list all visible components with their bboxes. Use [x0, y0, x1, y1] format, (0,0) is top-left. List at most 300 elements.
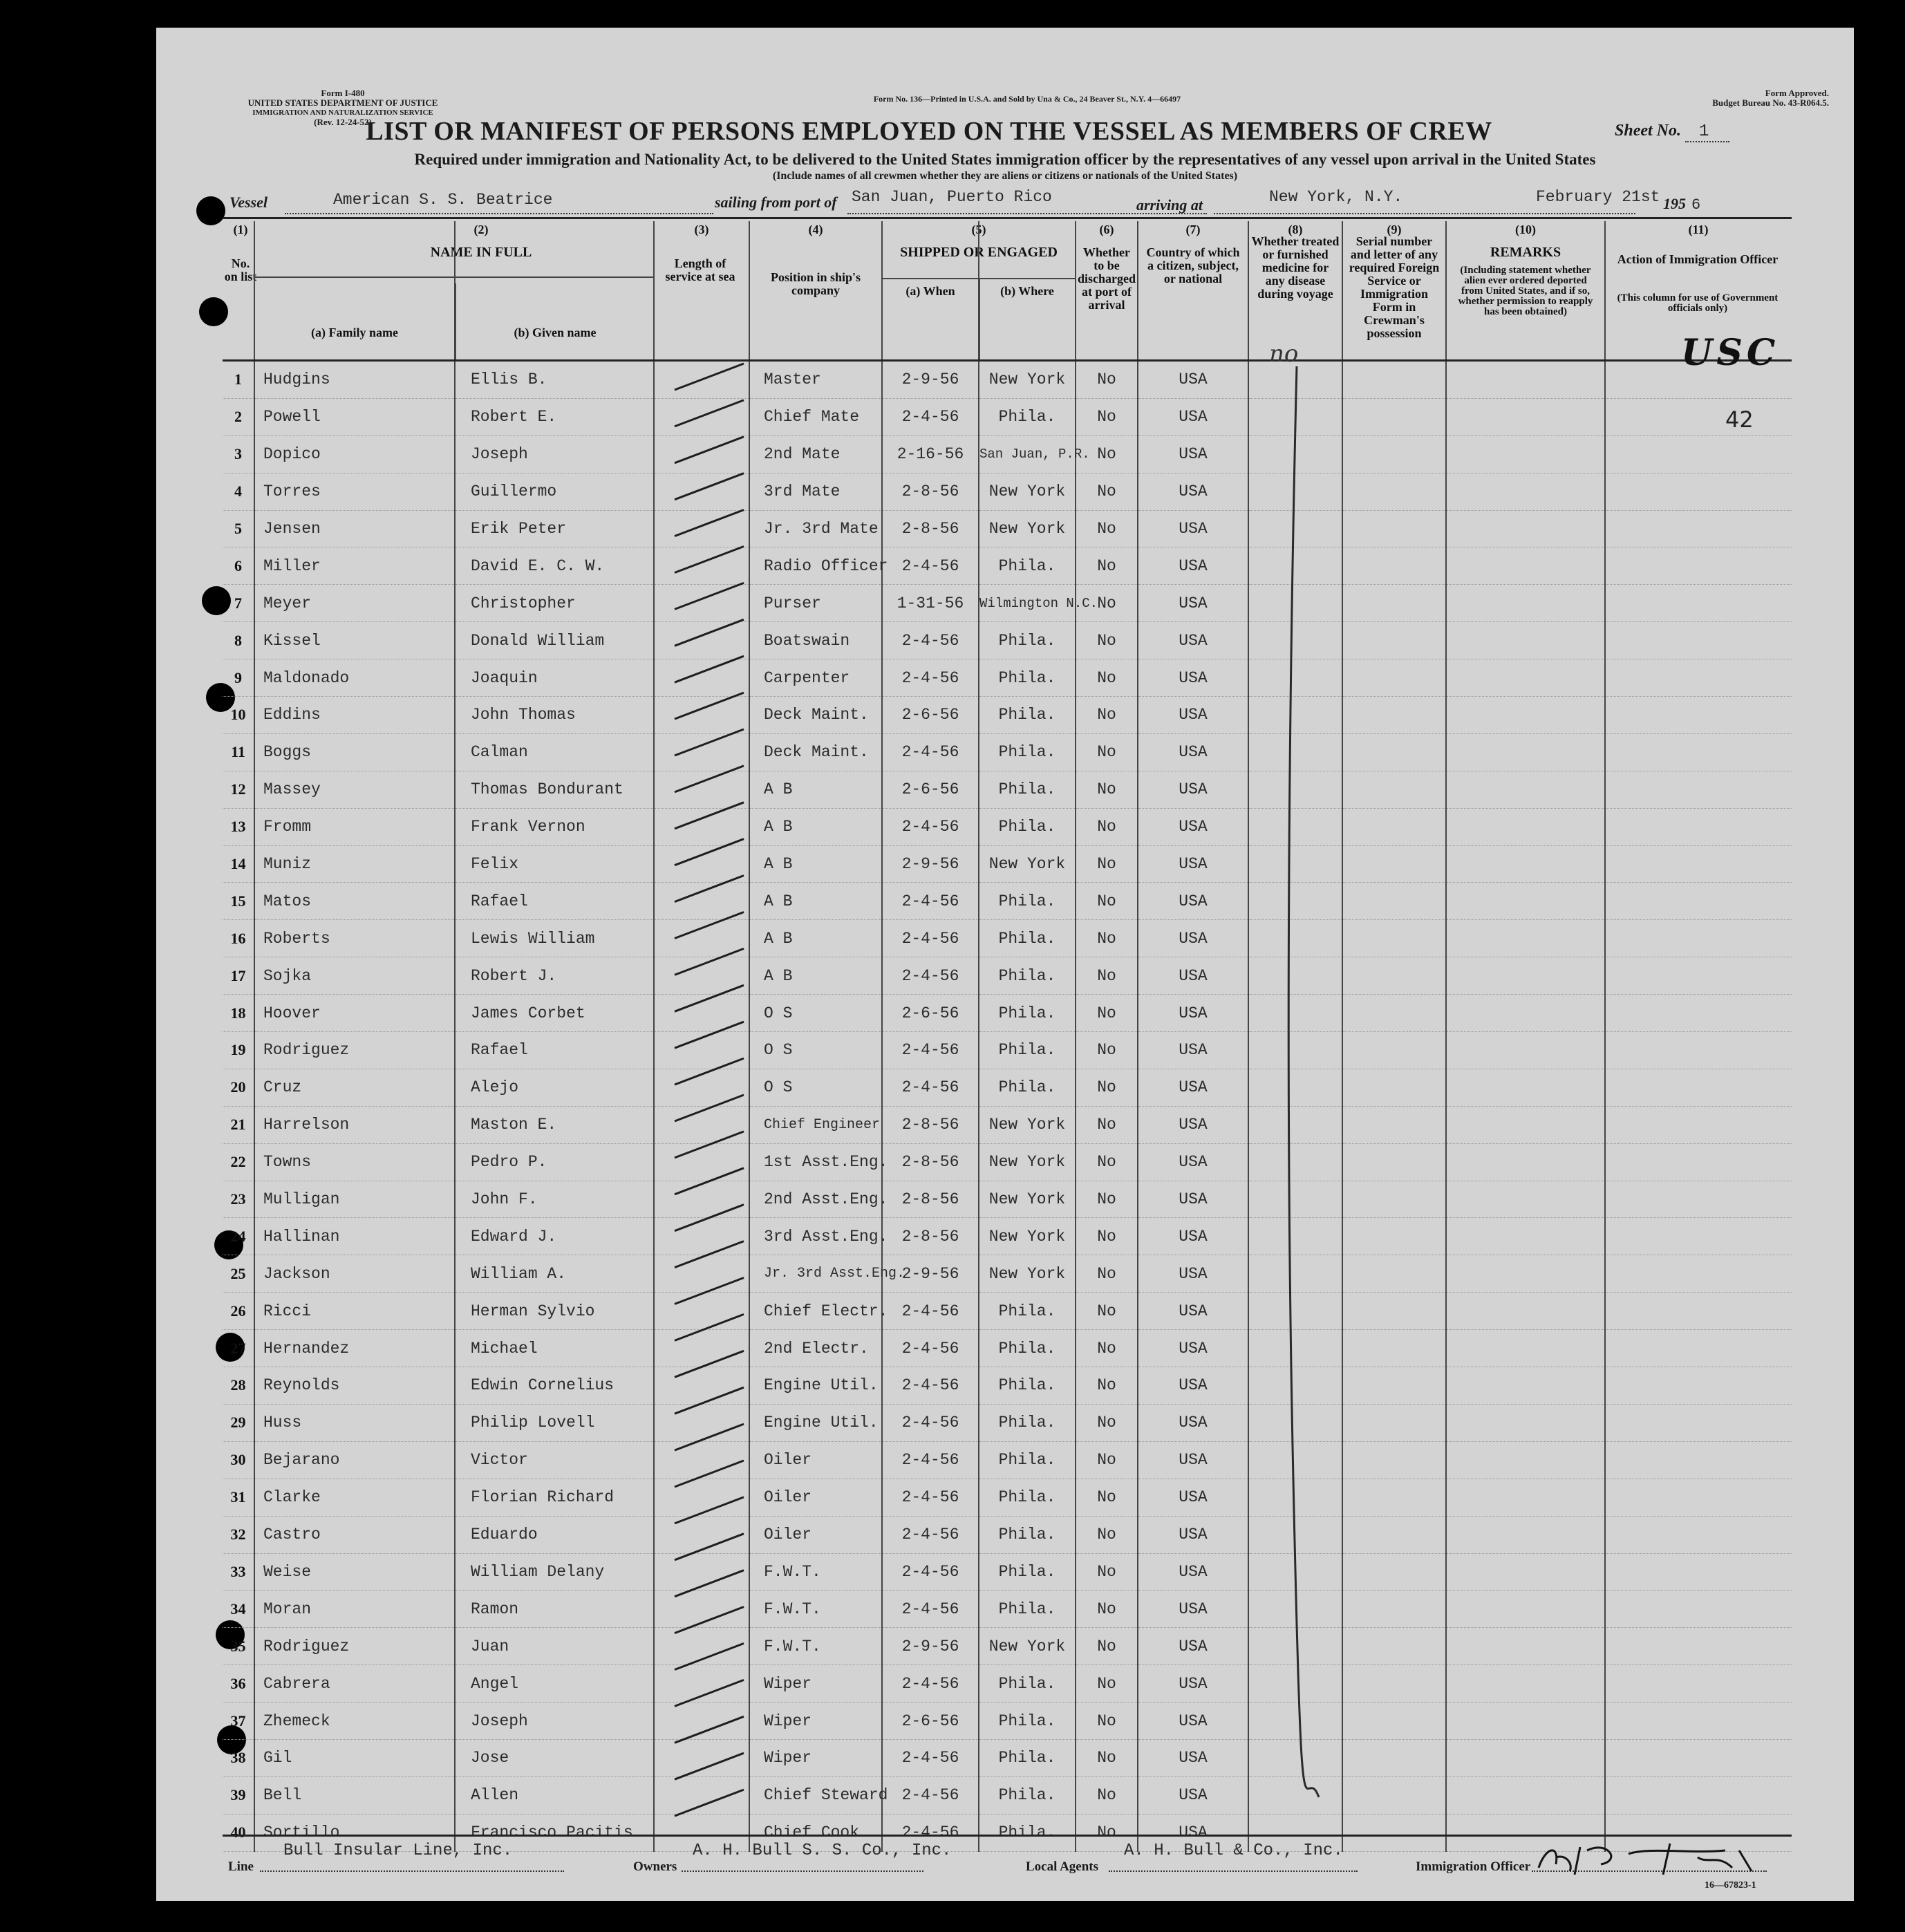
- given-name: Pedro P.: [455, 1143, 654, 1181]
- country: USA: [1138, 510, 1248, 547]
- country: USA: [1138, 920, 1248, 957]
- service-stroke: [675, 912, 744, 939]
- given-name: James Corbet: [455, 995, 654, 1032]
- country: USA: [1138, 1181, 1248, 1218]
- shipped-where: Phila.: [979, 697, 1076, 734]
- family-name: Hudgins: [254, 361, 455, 399]
- discharged: No: [1076, 659, 1138, 697]
- shipped-where: New York: [979, 1181, 1076, 1218]
- family-name: Moran: [254, 1591, 455, 1628]
- family-name: Dopico: [254, 435, 455, 473]
- form-approved: Form Approved.: [1765, 88, 1829, 98]
- shipped-where: Phila.: [979, 771, 1076, 808]
- discharged: No: [1076, 473, 1138, 510]
- service-stroke: [675, 1716, 744, 1743]
- crew-number: 40: [223, 1814, 254, 1851]
- position: 1st Asst.Eng.: [749, 1143, 882, 1181]
- family-name: Roberts: [254, 920, 455, 957]
- family-name: Massey: [254, 771, 455, 808]
- service-stroke: [675, 510, 744, 536]
- shipped-where: Phila.: [979, 1069, 1076, 1106]
- shipped-when: 2-8-56: [882, 1143, 979, 1181]
- discharged: No: [1076, 771, 1138, 808]
- given-name: Lewis William: [455, 920, 654, 957]
- family-name: Ricci: [254, 1293, 455, 1330]
- shipped-when: 2-4-56: [882, 1516, 979, 1553]
- country: USA: [1138, 845, 1248, 883]
- country: USA: [1138, 659, 1248, 697]
- manifest-sheet: [156, 28, 1854, 1901]
- position: Chief Mate: [749, 398, 882, 435]
- position: Deck Maint.: [749, 733, 882, 771]
- shipped-where: Phila.: [979, 995, 1076, 1032]
- shipped-where: Phila.: [979, 1516, 1076, 1553]
- crew-number: 38: [223, 1739, 254, 1776]
- country: USA: [1138, 1553, 1248, 1591]
- country: USA: [1138, 883, 1248, 920]
- service-stroke: [675, 1753, 744, 1779]
- country: USA: [1138, 733, 1248, 771]
- position: O S: [749, 995, 882, 1032]
- position: A B: [749, 957, 882, 995]
- agency-service: IMMIGRATION AND NATURALIZATION SERVICE: [252, 109, 433, 117]
- crew-number: 29: [223, 1404, 254, 1441]
- shipped-when: 2-4-56: [882, 1441, 979, 1479]
- medicine-no-mark: no: [1269, 340, 1299, 368]
- family-name: Zhemeck: [254, 1703, 455, 1740]
- service-stroke: [675, 1680, 744, 1706]
- given-name: Ellis B.: [455, 361, 654, 399]
- vessel-label: Vessel: [229, 194, 268, 211]
- shipped-where: Phila.: [979, 808, 1076, 845]
- country: USA: [1138, 1665, 1248, 1703]
- family-name: Jensen: [254, 510, 455, 547]
- crew-number: 16: [223, 920, 254, 957]
- budget-bureau: Budget Bureau No. 43-R064.5.: [1712, 97, 1829, 108]
- service-stroke: [675, 1644, 744, 1670]
- family-name: Castro: [254, 1516, 455, 1553]
- family-name: Torres: [254, 473, 455, 510]
- given-name: Eduardo: [455, 1516, 654, 1553]
- crew-number: 31: [223, 1479, 254, 1516]
- given-name: Calman: [455, 733, 654, 771]
- document-title: LIST OR MANIFEST OF PERSONS EMPLOYED ON THE VESSEL AS MEMBERS OF CREW: [366, 117, 1492, 146]
- discharged: No: [1076, 1218, 1138, 1255]
- position: Chief Engineer: [749, 1106, 882, 1143]
- position: Wiper: [749, 1665, 882, 1703]
- position: A B: [749, 920, 882, 957]
- given-name: Frank Vernon: [455, 808, 654, 845]
- family-name: Kissel: [254, 622, 455, 659]
- family-name: Weise: [254, 1553, 455, 1591]
- shipped-when: 2-4-56: [882, 1553, 979, 1591]
- discharged: No: [1076, 1665, 1138, 1703]
- service-stroke: [675, 948, 744, 975]
- shipped-where: Phila.: [979, 920, 1076, 957]
- family-name: Maldonado: [254, 659, 455, 697]
- position: A B: [749, 883, 882, 920]
- crew-number: 2: [223, 398, 254, 435]
- given-name: Angel: [455, 1665, 654, 1703]
- family-name: Cruz: [254, 1069, 455, 1106]
- discharged: No: [1076, 1255, 1138, 1293]
- citizen-stamp: USC: [1681, 332, 1780, 374]
- country: USA: [1138, 1441, 1248, 1479]
- family-name: Hallinan: [254, 1218, 455, 1255]
- shipped-when: 2-4-56: [882, 1479, 979, 1516]
- shipped-when: 2-4-56: [882, 733, 979, 771]
- shipped-when: 2-6-56: [882, 995, 979, 1032]
- position: Oiler: [749, 1516, 882, 1553]
- service-stroke: [675, 547, 744, 573]
- discharged: No: [1076, 1739, 1138, 1776]
- family-name: Muniz: [254, 845, 455, 883]
- shipped-where: New York: [979, 361, 1076, 399]
- crew-number: 36: [223, 1665, 254, 1703]
- discharged: No: [1076, 435, 1138, 473]
- country: USA: [1138, 1106, 1248, 1143]
- crew-count: 42: [1725, 406, 1754, 433]
- position: Engine Util.: [749, 1367, 882, 1405]
- col-no-on-list: No. on list: [224, 256, 257, 283]
- country: USA: [1138, 1330, 1248, 1367]
- col-family-name: (a) Family name: [311, 326, 398, 339]
- service-stroke: [675, 1497, 744, 1523]
- discharged: No: [1076, 1441, 1138, 1479]
- service-stroke: [675, 583, 744, 609]
- shipped-when: 2-4-56: [882, 1404, 979, 1441]
- family-name: Gil: [254, 1739, 455, 1776]
- arriving-label: arriving at: [1136, 196, 1203, 214]
- family-name: Powell: [254, 398, 455, 435]
- printer-line: Form No. 136—Printed in U.S.A. and Sold by Una & Co., 24 Beaver St., N.Y. 4—66497: [873, 94, 1181, 104]
- country: USA: [1138, 435, 1248, 473]
- shipped-when: 1-31-56: [882, 585, 979, 622]
- col-name-in-full: NAME IN FULL: [430, 245, 532, 260]
- country: USA: [1138, 1776, 1248, 1814]
- country: USA: [1138, 808, 1248, 845]
- shipped-when: 2-9-56: [882, 845, 979, 883]
- shipped-when: 2-4-56: [882, 622, 979, 659]
- country: USA: [1138, 1069, 1248, 1106]
- shipped-where: Wilmington N.C.: [979, 585, 1076, 622]
- service-stroke: [675, 1205, 744, 1231]
- given-name: Erik Peter: [455, 510, 654, 547]
- given-name: Alejo: [455, 1069, 654, 1106]
- crew-number: 21: [223, 1106, 254, 1143]
- shipped-when: 2-6-56: [882, 771, 979, 808]
- col-position: Position in ship's company: [770, 270, 861, 297]
- service-stroke: [675, 1168, 744, 1194]
- shipped-when: 2-9-56: [882, 361, 979, 399]
- given-name: Victor: [455, 1441, 654, 1479]
- position: F.W.T.: [749, 1553, 882, 1591]
- crew-number: 34: [223, 1591, 254, 1628]
- given-name: Ramon: [455, 1591, 654, 1628]
- service-stroke: [675, 656, 744, 682]
- discharged: No: [1076, 547, 1138, 585]
- service-stroke: [675, 1534, 744, 1560]
- crew-number: 7: [223, 585, 254, 622]
- shipped-where: Phila.: [979, 1739, 1076, 1776]
- given-name: John Thomas: [455, 697, 654, 734]
- col-discharged: Whether to be discharged at port of arrival: [1077, 245, 1136, 312]
- crew-number: 26: [223, 1293, 254, 1330]
- col-action-officer: Action of Immigration Officer: [1617, 252, 1779, 266]
- document-subtitle: Required under immigration and Nationality Act, to be delivered to the United States immigration officer by the representatives of any vessel upon arrival in the United States: [414, 151, 1596, 168]
- discharged: No: [1076, 622, 1138, 659]
- country: USA: [1138, 1404, 1248, 1441]
- position: Chief Electr.: [749, 1293, 882, 1330]
- shipped-where: Phila.: [979, 883, 1076, 920]
- shipped-when: 2-4-56: [882, 920, 979, 957]
- country: USA: [1138, 1143, 1248, 1181]
- position: Chief Steward: [749, 1776, 882, 1814]
- given-name: Guillermo: [455, 473, 654, 510]
- country: USA: [1138, 1255, 1248, 1293]
- officer-signature: [1532, 1833, 1767, 1882]
- col-country: Country of which a citizen, subject, or national: [1146, 245, 1240, 285]
- col6-number: (6): [1099, 223, 1114, 236]
- discharged: No: [1076, 1293, 1138, 1330]
- col-remarks-note: (Including statement whether alien ever ordered deported from United States, and if so, whether permission to reapply has been obtained): [1458, 265, 1593, 317]
- shipped-when: 2-8-56: [882, 473, 979, 510]
- service-stroke: [675, 1132, 744, 1158]
- given-name: Michael: [455, 1330, 654, 1367]
- owners-label: Owners: [633, 1859, 677, 1874]
- position: A B: [749, 808, 882, 845]
- crew-number: 23: [223, 1181, 254, 1218]
- given-name: Felix: [455, 845, 654, 883]
- owners-name: A. H. Bull S. S. Co., Inc.: [693, 1841, 952, 1860]
- shipped-when: 2-9-56: [882, 1255, 979, 1293]
- family-name: Mulligan: [254, 1181, 455, 1218]
- shipped-when: 2-4-56: [882, 1591, 979, 1628]
- shipped-where: Phila.: [979, 1591, 1076, 1628]
- service-stroke: [675, 619, 744, 646]
- shipped-when: 2-4-56: [882, 1814, 979, 1851]
- given-name: Allen: [455, 1776, 654, 1814]
- shipped-where: Phila.: [979, 733, 1076, 771]
- position: 3rd Asst.Eng.: [749, 1218, 882, 1255]
- position: Chief Cook: [749, 1814, 882, 1851]
- family-name: Clarke: [254, 1479, 455, 1516]
- country: USA: [1138, 771, 1248, 808]
- position: Deck Maint.: [749, 697, 882, 734]
- discharged: No: [1076, 995, 1138, 1032]
- given-name: Joaquin: [455, 659, 654, 697]
- shipped-where: Phila.: [979, 1814, 1076, 1851]
- discharged: No: [1076, 1776, 1138, 1814]
- discharged: No: [1076, 1404, 1138, 1441]
- position: 3rd Mate: [749, 473, 882, 510]
- shipped-where: Phila.: [979, 1293, 1076, 1330]
- crew-number: 13: [223, 808, 254, 845]
- col-action-note: (This column for use of Government officials only): [1617, 292, 1779, 314]
- crew-number: 4: [223, 473, 254, 510]
- discharged: No: [1076, 1703, 1138, 1740]
- shipped-where: Phila.: [979, 622, 1076, 659]
- position: Engine Util.: [749, 1404, 882, 1441]
- service-stroke: [675, 1424, 744, 1450]
- country: USA: [1138, 1367, 1248, 1405]
- shipped-when: 2-6-56: [882, 1703, 979, 1740]
- service-stroke: [675, 766, 744, 792]
- shipped-where: Phila.: [979, 1479, 1076, 1516]
- shipped-where: New York: [979, 1106, 1076, 1143]
- shipped-when: 2-4-56: [882, 1069, 979, 1106]
- given-name: Maston E.: [455, 1106, 654, 1143]
- discharged: No: [1076, 1553, 1138, 1591]
- shipped-when: 2-8-56: [882, 1218, 979, 1255]
- crew-number: 25: [223, 1255, 254, 1293]
- service-stroke: [675, 1461, 744, 1487]
- given-name: Joseph: [455, 435, 654, 473]
- shipped-where: Phila.: [979, 398, 1076, 435]
- position: F.W.T.: [749, 1591, 882, 1628]
- family-name: Miller: [254, 547, 455, 585]
- form-revision: (Rev. 12-24-52): [314, 117, 372, 127]
- family-name: Jackson: [254, 1255, 455, 1293]
- discharged: No: [1076, 1628, 1138, 1665]
- given-name: Thomas Bondurant: [455, 771, 654, 808]
- given-name: Edward J.: [455, 1218, 654, 1255]
- vessel-name: American S. S. Beatrice: [333, 191, 553, 209]
- position: O S: [749, 1032, 882, 1069]
- service-stroke: [675, 400, 744, 426]
- family-name: Sortillo: [254, 1814, 455, 1851]
- crew-number: 6: [223, 547, 254, 585]
- year-suffix: 6: [1691, 196, 1701, 214]
- given-name: Robert J.: [455, 957, 654, 995]
- officer-label: Immigration Officer: [1416, 1859, 1531, 1874]
- footer-code: 16—67823-1: [1705, 1880, 1756, 1891]
- family-name: Hernandez: [254, 1330, 455, 1367]
- family-name: Fromm: [254, 808, 455, 845]
- shipped-when: 2-4-56: [882, 398, 979, 435]
- position: Oiler: [749, 1479, 882, 1516]
- document-note: (Include names of all crewmen whether they are aliens or citizens or nationals of the United States): [772, 170, 1238, 182]
- shipped-where: San Juan, P.R.: [979, 435, 1076, 473]
- crew-number: 19: [223, 1032, 254, 1069]
- line-name: Bull Insular Line, Inc.: [283, 1841, 513, 1860]
- discharged: No: [1076, 1516, 1138, 1553]
- col-given-name: (b) Given name: [514, 326, 597, 339]
- shipped-where: Phila.: [979, 1703, 1076, 1740]
- given-name: Edwin Cornelius: [455, 1367, 654, 1405]
- ditto-line: [1288, 366, 1319, 1797]
- service-stroke: [675, 1387, 744, 1414]
- col3-number: (3): [694, 223, 709, 236]
- crew-number: 32: [223, 1516, 254, 1553]
- shipped-when: 2-4-56: [882, 1776, 979, 1814]
- col11-number: (11): [1688, 223, 1709, 236]
- position: Purser: [749, 585, 882, 622]
- crew-number: 9: [223, 659, 254, 697]
- crew-number: 35: [223, 1628, 254, 1665]
- shipped-when: 2-4-56: [882, 1032, 979, 1069]
- discharged: No: [1076, 808, 1138, 845]
- discharged: No: [1076, 1181, 1138, 1218]
- position: Wiper: [749, 1703, 882, 1740]
- shipped-where: New York: [979, 1628, 1076, 1665]
- family-name: Huss: [254, 1404, 455, 1441]
- service-stroke: [675, 1314, 744, 1340]
- shipped-when: 2-4-56: [882, 957, 979, 995]
- service-stroke: [675, 1022, 744, 1048]
- discharged: No: [1076, 361, 1138, 399]
- country: USA: [1138, 1814, 1248, 1851]
- col-shipped-engaged: SHIPPED OR ENGAGED: [900, 245, 1058, 260]
- given-name: Rafael: [455, 1032, 654, 1069]
- discharged: No: [1076, 697, 1138, 734]
- family-name: Reynolds: [254, 1367, 455, 1405]
- service-stroke: [675, 803, 744, 829]
- crew-number: 10: [223, 697, 254, 734]
- position: Jr. 3rd Mate: [749, 510, 882, 547]
- col1-number: (1): [233, 223, 248, 236]
- given-name: Joseph: [455, 1703, 654, 1740]
- discharged: No: [1076, 1367, 1138, 1405]
- arrival-date: February 21st: [1536, 188, 1660, 206]
- col4-number: (4): [808, 223, 823, 236]
- position: A B: [749, 845, 882, 883]
- given-name: Herman Sylvio: [455, 1293, 654, 1330]
- country: USA: [1138, 547, 1248, 585]
- family-name: Towns: [254, 1143, 455, 1181]
- shipped-where: Phila.: [979, 1665, 1076, 1703]
- shipped-where: Phila.: [979, 1367, 1076, 1405]
- given-name: William A.: [455, 1255, 654, 1293]
- shipped-when: 2-4-56: [882, 1367, 979, 1405]
- position: Carpenter: [749, 659, 882, 697]
- position: A B: [749, 771, 882, 808]
- discharged: No: [1076, 1479, 1138, 1516]
- discharged: No: [1076, 398, 1138, 435]
- shipped-when: 2-16-56: [882, 435, 979, 473]
- position: O S: [749, 1069, 882, 1106]
- shipped-where: Phila.: [979, 1553, 1076, 1591]
- discharged: No: [1076, 733, 1138, 771]
- position: Master: [749, 361, 882, 399]
- shipped-where: Phila.: [979, 957, 1076, 995]
- position: Wiper: [749, 1739, 882, 1776]
- service-stroke: [675, 364, 744, 390]
- shipped-when: 2-9-56: [882, 1628, 979, 1665]
- position: 2nd Mate: [749, 435, 882, 473]
- shipped-where: Phila.: [979, 1441, 1076, 1479]
- given-name: Christopher: [455, 585, 654, 622]
- country: USA: [1138, 1293, 1248, 1330]
- country: USA: [1138, 622, 1248, 659]
- family-name: Sojka: [254, 957, 455, 995]
- country: USA: [1138, 1703, 1248, 1740]
- position: Jr. 3rd Asst.Eng.: [749, 1255, 882, 1293]
- discharged: No: [1076, 1591, 1138, 1628]
- arrival-port: New York, N.Y.: [1269, 188, 1403, 206]
- agents-name: A. H. Bull & Co., Inc.: [1124, 1841, 1343, 1860]
- service-stroke: [675, 876, 744, 902]
- shipped-when: 2-4-56: [882, 1330, 979, 1367]
- crew-number: 28: [223, 1367, 254, 1405]
- col8-number: (8): [1288, 223, 1303, 236]
- position: 2nd Electr.: [749, 1330, 882, 1367]
- family-name: Rodriguez: [254, 1628, 455, 1665]
- sheet-label: Sheet No.: [1615, 122, 1681, 140]
- given-name: Francisco Pacitis: [455, 1814, 654, 1851]
- given-name: Jose: [455, 1739, 654, 1776]
- discharged: No: [1076, 883, 1138, 920]
